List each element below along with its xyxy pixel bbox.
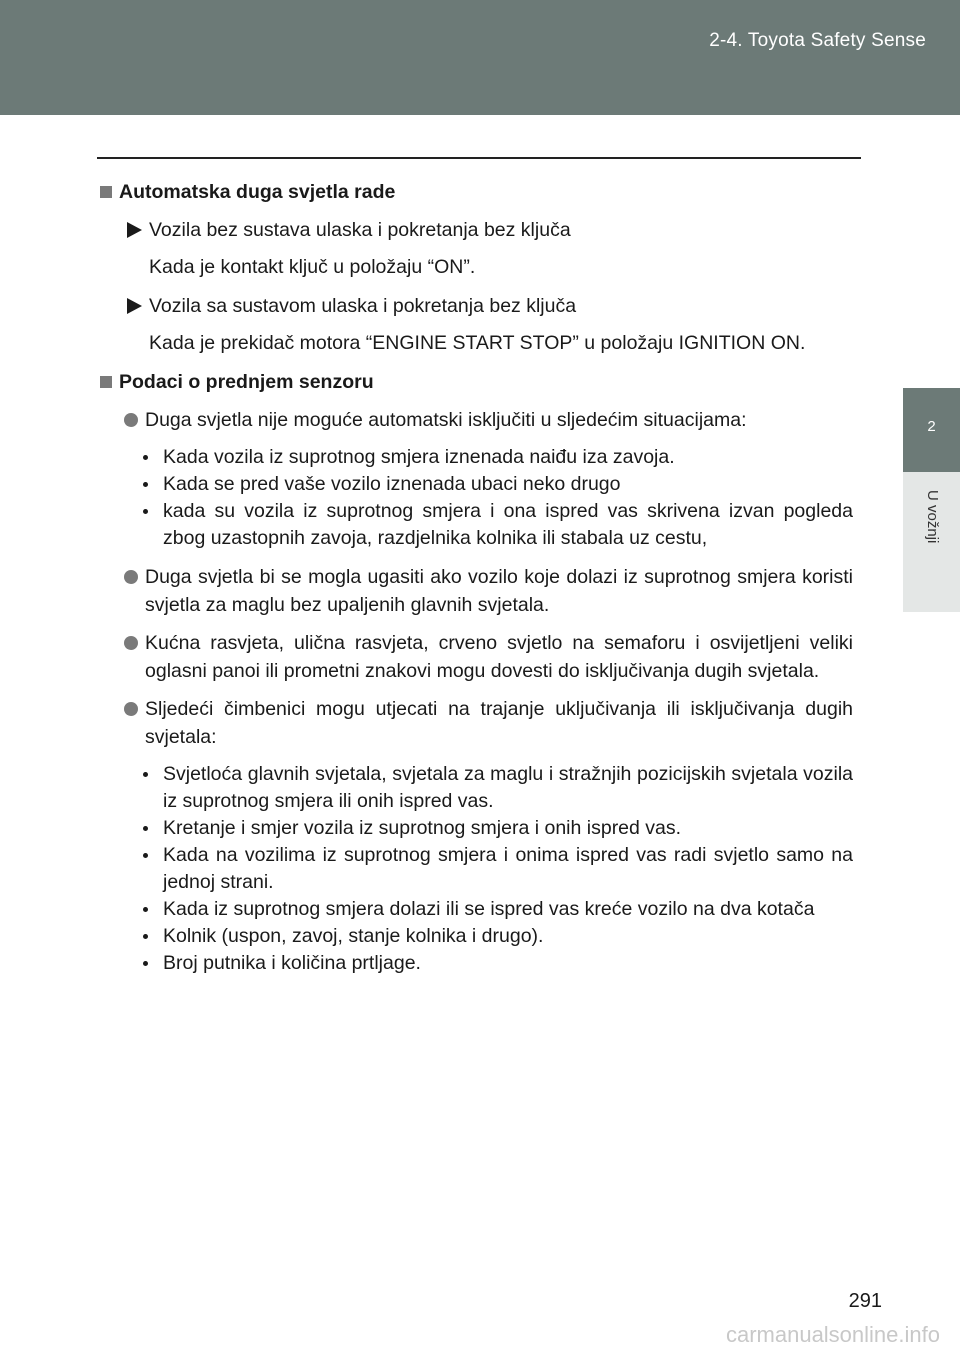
chapter-title: U vožnji — [924, 490, 941, 544]
dot-bullet-icon — [143, 907, 148, 912]
dot-bullet-icon — [143, 455, 148, 460]
chapter-number: 2 — [927, 418, 936, 435]
chapter-tab — [903, 388, 960, 472]
condition-body: Kada je kontakt ključ u položaju “ON”. — [149, 256, 476, 278]
info-point — [97, 629, 853, 685]
info-point — [97, 406, 853, 434]
section-title: 2-4. Toyota Safety Sense — [709, 30, 926, 51]
list-item-text: Kretanje i smjer vozila iz suprotnog smjera i onih ispred vas. — [163, 817, 682, 839]
list-item-text: Broj putnika i količina prtljage. — [163, 952, 421, 974]
condition-label: Vozila sa sustavom ulaska i pokretanja bez ključa — [149, 295, 577, 317]
info-point-text: Duga svjetla nije moguće automatski isključiti u sljedećim situacijama: — [145, 409, 747, 431]
list-item-text: Kada na vozilima iz suprotnog smjera i onima ispred vas radi svjetlo samo na jednoj strani. — [163, 844, 853, 893]
list-item — [97, 842, 853, 896]
triangle-bullet-icon — [127, 222, 142, 238]
list-item — [97, 761, 853, 815]
watermark: carmanualsonline.info — [725, 1322, 940, 1347]
dot-bullet-icon — [143, 482, 148, 487]
list-item — [97, 923, 853, 950]
section-heading: Podaci o prednjem senzoru — [97, 368, 853, 396]
page-content — [97, 178, 853, 988]
list-item — [97, 815, 853, 842]
triangle-bullet-icon — [127, 298, 142, 314]
list-item — [97, 498, 853, 552]
section-heading: Automatska duga svjetla rade — [97, 178, 853, 206]
circle-bullet-icon — [124, 702, 138, 716]
condition-body: Kada je prekidač motora “ENGINE START STOP” u položaju IGNITION ON. — [149, 332, 806, 354]
info-point — [97, 563, 853, 619]
condition-item — [97, 216, 853, 244]
circle-bullet-icon — [124, 570, 138, 584]
dot-bullet-icon — [143, 772, 148, 777]
top-rule — [97, 157, 861, 159]
bullet-list — [97, 444, 853, 552]
dot-bullet-icon — [143, 509, 148, 514]
page-number: 291 — [848, 1290, 882, 1312]
list-item-text: Kada vozila iz suprotnog smjera iznenada naiđu iza zavoja. — [163, 446, 675, 468]
list-item — [97, 896, 853, 923]
condition-item — [97, 292, 853, 320]
list-item-text: Kada se pred vaše vozilo iznenada ubaci neko drugo — [163, 473, 621, 495]
list-item — [97, 471, 853, 498]
info-point-text: Kućna rasvjeta, ulična rasvjeta, crveno svjetlo na semaforu i osvijetljeni veliki oglasni panoi ili prometni znakovi mogu dovesti do isključivanja dugih svjetala. — [145, 632, 853, 682]
list-item-text: kada su vozila iz suprotnog smjera i ona ispred vas skrivena izvan pogleda zbog uzastopnih zavoja, razdjelnika kolnika ili stabala uz cestu, — [163, 500, 853, 549]
list-item-text: Kada iz suprotnog smjera dolazi ili se ispred vas kreće vozilo na dva kotača — [163, 898, 815, 920]
info-point — [97, 695, 853, 751]
page-header — [0, 0, 960, 115]
list-item-text: Kolnik (uspon, zavoj, stanje kolnika i drugo). — [163, 925, 544, 947]
bullet-list — [97, 761, 853, 977]
list-item — [97, 444, 853, 471]
chapter-title-tab — [903, 472, 960, 612]
dot-bullet-icon — [143, 934, 148, 939]
info-point-text: Duga svjetla bi se mogla ugasiti ako vozilo koje dolazi iz suprotnog smjera koristi svjetla za maglu bez upaljenih glavnih svjetala. — [145, 566, 853, 616]
list-item — [97, 950, 853, 977]
circle-bullet-icon — [124, 413, 138, 427]
info-point-text: Sljedeći čimbenici mogu utjecati na trajanje uključivanja ili isključivanja dugih svjetala: — [145, 698, 853, 748]
dot-bullet-icon — [143, 853, 148, 858]
dot-bullet-icon — [143, 826, 148, 831]
dot-bullet-icon — [143, 961, 148, 966]
list-item-text: Svjetloća glavnih svjetala, svjetala za maglu i stražnjih pozicijskih svjetala vozila iz suprotnog smjera ili onih ispred vas. — [163, 763, 853, 812]
condition-label: Vozila bez sustava ulaska i pokretanja bez ključa — [149, 219, 571, 241]
circle-bullet-icon — [124, 636, 138, 650]
